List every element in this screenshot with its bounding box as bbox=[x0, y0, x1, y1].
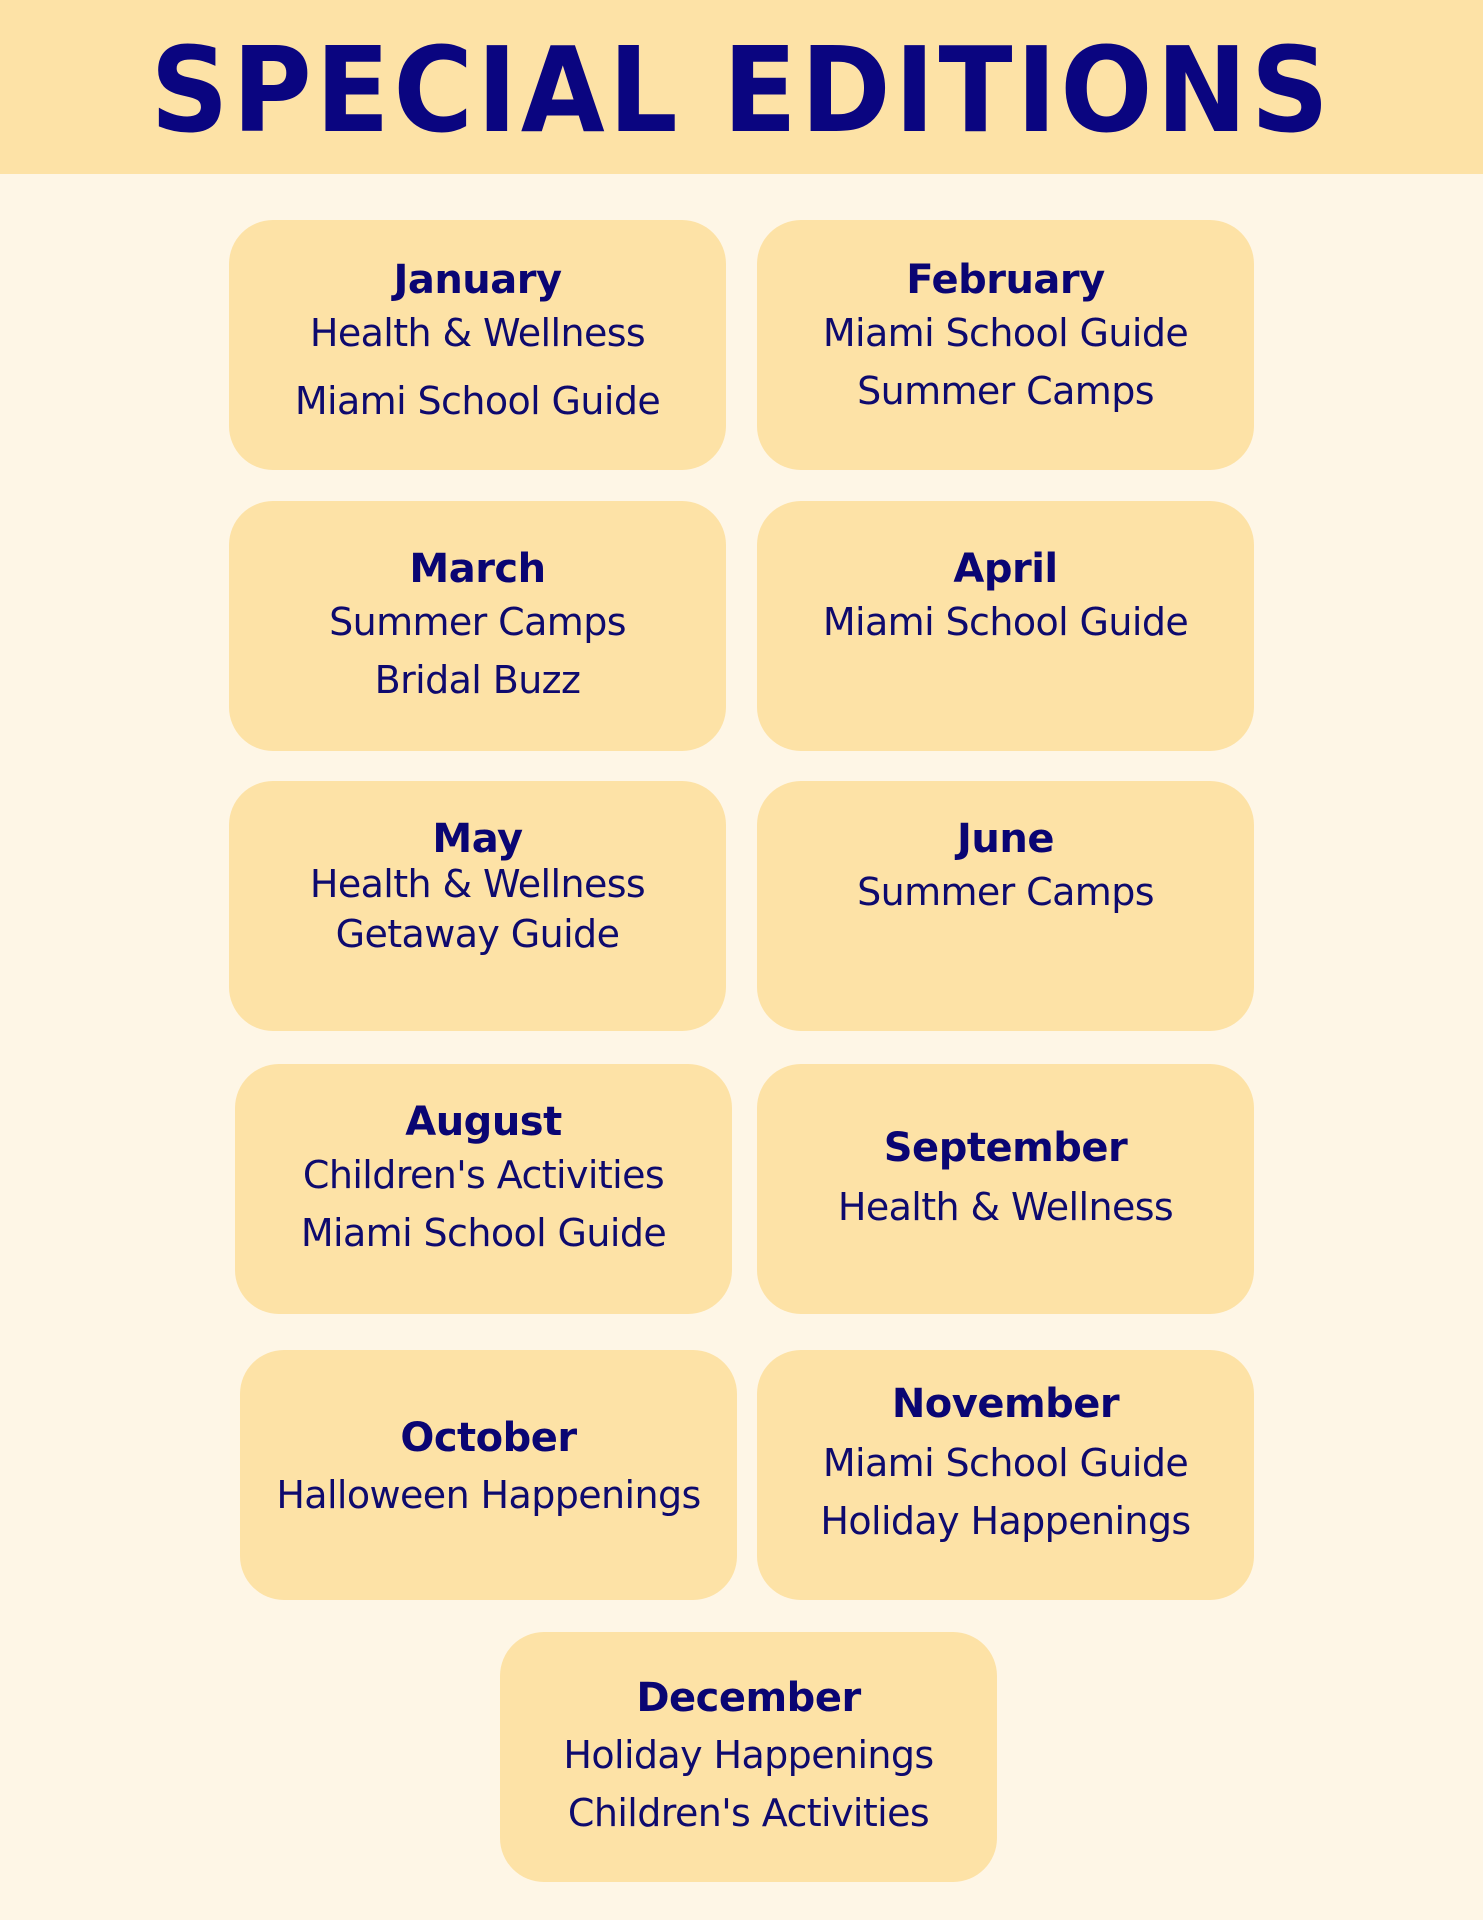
month-card-february bbox=[757, 220, 1254, 470]
month-card-september bbox=[757, 1064, 1254, 1314]
month-card-may bbox=[229, 781, 726, 1031]
month-title: November bbox=[891, 1381, 1120, 1427]
edition-item: Health & Wellness bbox=[309, 862, 646, 906]
month-title: October bbox=[400, 1415, 577, 1461]
month-title: December bbox=[636, 1675, 861, 1721]
edition-item: Miami School Guide bbox=[822, 600, 1189, 644]
month-card-june bbox=[757, 781, 1254, 1031]
edition-item: Health & Wellness bbox=[309, 311, 646, 355]
edition-item: Children's Activities bbox=[567, 1791, 930, 1835]
page-title: SPECIAL EDITIONS bbox=[150, 21, 1333, 159]
edition-item: Summer Camps bbox=[857, 870, 1154, 914]
month-title: August bbox=[405, 1099, 562, 1145]
month-title: January bbox=[393, 257, 562, 303]
edition-item: Health & Wellness bbox=[837, 1185, 1174, 1229]
edition-item: Miami School Guide bbox=[294, 379, 661, 423]
edition-item: Miami School Guide bbox=[300, 1211, 667, 1255]
month-card-november bbox=[757, 1350, 1254, 1600]
edition-item: Miami School Guide bbox=[822, 1441, 1189, 1485]
month-title: February bbox=[906, 257, 1105, 303]
month-card-august bbox=[235, 1064, 732, 1314]
month-card-october bbox=[240, 1350, 737, 1600]
month-title: June bbox=[957, 816, 1054, 862]
edition-item: Children's Activities bbox=[302, 1153, 665, 1197]
month-card-march bbox=[229, 501, 726, 751]
month-title: September bbox=[883, 1125, 1128, 1171]
edition-item: Bridal Buzz bbox=[374, 658, 581, 702]
month-card-january bbox=[229, 220, 726, 470]
edition-item: Getaway Guide bbox=[335, 912, 620, 956]
edition-item: Miami School Guide bbox=[822, 311, 1189, 355]
month-title: March bbox=[409, 546, 546, 592]
month-card-april bbox=[757, 501, 1254, 751]
header-band bbox=[0, 0, 1483, 174]
month-card-december bbox=[500, 1632, 997, 1882]
month-title: April bbox=[953, 546, 1058, 592]
edition-item: Halloween Happenings bbox=[276, 1473, 701, 1517]
edition-item: Summer Camps bbox=[329, 600, 626, 644]
edition-item: Summer Camps bbox=[857, 369, 1154, 413]
month-title: May bbox=[432, 816, 523, 862]
edition-item: Holiday Happenings bbox=[820, 1499, 1191, 1543]
edition-item: Holiday Happenings bbox=[563, 1733, 934, 1777]
